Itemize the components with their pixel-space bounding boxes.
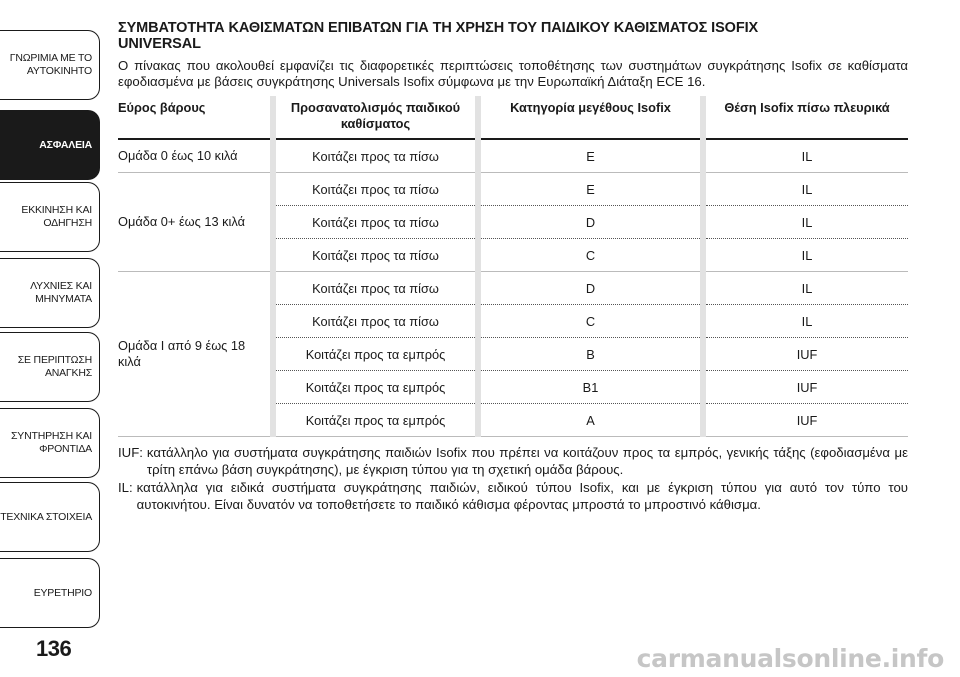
cell-size: E [478,139,703,173]
cell-orientation: Κοιτάζει προς τα πίσω [273,305,478,338]
cell-orientation: Κοιτάζει προς τα πίσω [273,139,478,173]
page-number: 136 [36,636,72,661]
tab-label: ΣΕ ΠΕΡΙΠΤΩΣΗ ΑΝΑΓΚΗΣ [17,354,92,379]
note-item [118,480,908,513]
tab-label: ΛΥΧΝΙΕΣ ΚΑΙ ΜΗΝΥΜΑΤΑ [30,280,92,305]
cell-orientation: Κοιτάζει προς τα εμπρός [273,371,478,404]
cell-size: B1 [478,371,703,404]
weight-group-label: Ομάδα 0 έως 10 κιλά [118,139,273,173]
tab-label: ΑΣΦΑΛΕΙΑ [39,138,92,151]
table-row [118,139,908,173]
header-isofix-position: Θέση Isofix πίσω πλευρικά [703,96,908,139]
tab-label: ΕΚΚΙΝΗΣΗ ΚΑΙ ΟΔΗΓΗΣΗ [21,204,92,229]
note-key: IUF: [118,445,143,460]
cell-size: A [478,404,703,437]
cell-size: C [478,305,703,338]
cell-orientation: Κοιτάζει προς τα πίσω [273,239,478,272]
cell-position: IUF [703,338,908,371]
header-orientation: Προσανατολισμός παιδικού καθίσματος [273,96,478,139]
tab-section-0[interactable] [0,30,100,100]
watermark: carmanualsonline.info [636,644,944,673]
weight-group-label: Ομάδα I από 9 έως 18 κιλά [118,272,273,437]
cell-size: D [478,272,703,305]
tab-section-5[interactable] [0,408,100,478]
tab-section-4[interactable] [0,332,100,402]
cell-position: IL [703,173,908,206]
tab-section-6[interactable] [0,482,100,552]
page-title: ΣΥΜΒΑΤΟΤΗΤΑ ΚΑΘΙΣΜΑΤΩΝ ΕΠΙΒΑΤΩΝ ΓΙΑ ΤΗ ΧΡΗΣΗ ΤΟΥ ΠΑΙΔΙΚΟΥ ΚΑΘΙΣΜΑΤΟΣ ISOFIX UNIVERSAL [118,20,759,52]
cell-position: IL [703,272,908,305]
cell-size: E [478,173,703,206]
cell-position: IL [703,206,908,239]
note-text: κατάλληλο για συστήματα συγκράτησης παιδιών Isofix που πρέπει να κοιτάζουν προς τα εμπρός, γενικής τάξης (εφοδιασμένα με τρίτη επάνω βάση συγκράτησης), με έγκριση τύπου για τη σχετική ομάδα βάρους. [146,445,908,477]
weight-group-label: Ομάδα 0+ έως 13 κιλά [118,173,273,272]
tab-section-1[interactable] [0,110,100,180]
cell-position: IL [703,239,908,272]
header-weight-range: Εύρος βάρους [118,96,273,139]
table-row [118,272,908,305]
main-content [118,20,908,515]
notes [118,445,908,513]
table-header-row [118,96,908,139]
cell-position: IUF [703,404,908,437]
tab-section-2[interactable] [0,182,100,252]
cell-position: IUF [703,371,908,404]
cell-orientation: Κοιτάζει προς τα πίσω [273,206,478,239]
intro-paragraph: Ο πίνακας που ακολουθεί εμφανίζει τις διαφορετικές περιπτώσεις τοποθέτησης των συστημάτων συγκράτησης Isofix σε καθίσματα εφοδιασμένα με βάσεις συγκράτησης Universals Isofix σύμφωνα με την Ευρωπαϊκή Διάταξη ECE 16. [118,58,908,89]
tab-label: ΣΥΝΤΗΡΗΣΗ ΚΑΙ ΦΡΟΝΤΙΔΑ [11,430,92,455]
tab-label: ΕΥΡΕΤΗΡΙΟ [33,586,92,599]
cell-orientation: Κοιτάζει προς τα πίσω [273,272,478,305]
cell-size: B [478,338,703,371]
table-row [118,173,908,206]
tab-section-3[interactable] [0,258,100,328]
cell-orientation: Κοιτάζει προς τα εμπρός [273,338,478,371]
isofix-compatibility-table [118,96,908,437]
cell-size: D [478,206,703,239]
cell-position: IL [703,305,908,338]
tab-section-7[interactable] [0,558,100,628]
tab-label: ΓΝΩΡΙΜΙΑ ΜΕ ΤΟ ΑΥΤΟΚΙΝΗΤΟ [9,52,92,77]
cell-position: IL [703,139,908,173]
note-item [118,445,908,478]
cell-size: C [478,239,703,272]
note-key: IL: [118,480,133,495]
header-size-category: Κατηγορία μεγέθους Isofix [478,96,703,139]
note-text: κατάλληλα για ειδικά συστήματα συγκράτησης παιδιών, ειδικού τύπου Isofix, και με έγκριση τύπου για αυτό τον τύπο του αυτοκινήτου. Είναι δυνατόν να τοποθετήσετε το παιδικό κάθισμα φέροντας μπροστά το μπροστινό κάθισμα. [136,480,908,512]
cell-orientation: Κοιτάζει προς τα πίσω [273,173,478,206]
cell-orientation: Κοιτάζει προς τα εμπρός [273,404,478,437]
tab-label: ΤΕΧΝΙΚΑ ΣΤΟΙΧΕΙΑ [0,510,92,523]
